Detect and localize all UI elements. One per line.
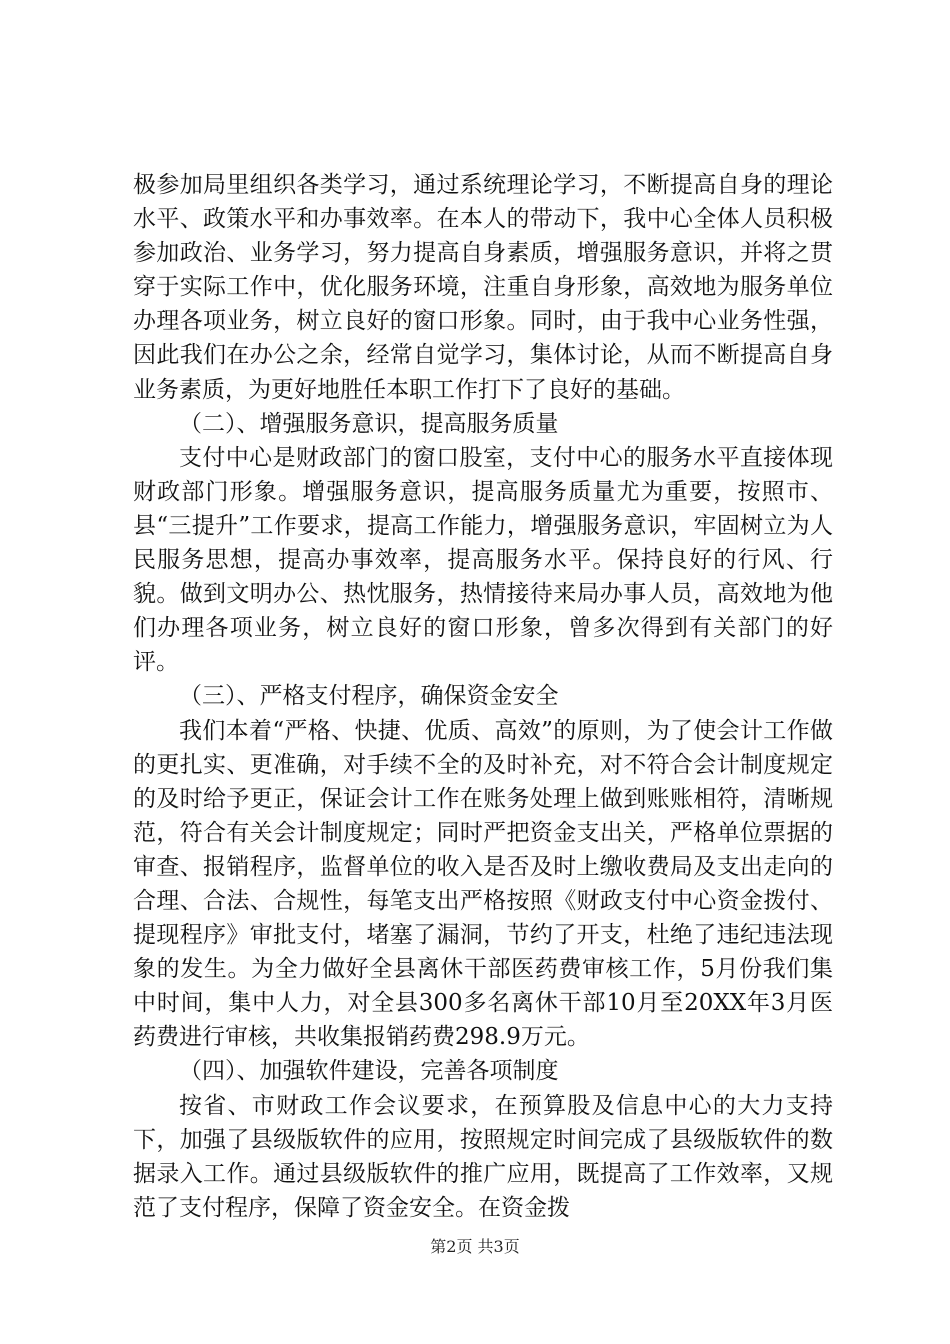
section-heading-3: （三）、严格支付程序，确保资金安全 — [179, 683, 559, 710]
paragraph-continuation: 极参加局里组织各类学习，通过系统理论学习，不断提高自身的理论水平、政策水平和办事效率。在本人的带动下，我中心全体人员积极参加政治、业务学习，努力提高自身素质，增强服务意识，并将之贯穿于实际工作中，优化服务环境，注重自身形象，高效地为服务单位办理各项业务，树立良好的窗口形象。同时，由于我中心业务性强，因此我们在办公之余，经常自觉学习，集体讨论，从而不断提高自身业务素质，为更好地胜任本职工作打下了良好的基础。 — [133, 172, 833, 403]
document-body — [133, 168, 833, 1225]
paragraph-service-quality: 支付中心是财政部门的窗口股室，支付中心的服务水平直接体现财政部门形象。增强服务意识，提高服务质量尤为重要，按照市、县“三提升”工作要求，提高工作能力，增强服务意识，牢固树立为人民服务思想，提高办事效率，提高服务水平。保持良好的行风、行貌。做到文明办公、热忱服务，热情接待来局办事人员，高效地为他们办理各项业务，树立良好的窗口形象，曾多次得到有关部门的好评。 — [133, 444, 833, 676]
page-number-footer: 第2页 共3页 — [430, 1237, 520, 1256]
paragraph-software-building: 按省、市财政工作会议要求，在预算股及信息中心的大力支持下，加强了县级版软件的应用，按照规定时间完成了县级版软件的数据录入工作。通过县级版软件的推广应用，既提高了工作效率，又规范了支付程序，保障了资金安全。在资金拨 — [133, 1092, 833, 1221]
section-heading-4: （四）、加强软件建设，完善各项制度 — [179, 1058, 559, 1085]
paragraph-payment-procedure: 我们本着“严格、快捷、优质、高效”的原则，为了使会计工作做的更扎实、更准确，对手续不全的及时补充，对不符合会计制度规定的及时给予更正，保证会计工作在账务处理上做到账账相符，清晰规范，符合有关会计制度规定；同时严把资金支出关，严格单位票据的审查、报销程序，监督单位的收入是否及时上缴收费局及支出走向的合理、合法、合规性，每笔支出严格按照《财政支付中心资金拨付、提现程序》审批支付，堵塞了漏洞，节约了开支，杜绝了违纪违法现象的发生。为全力做好全县离休干部医药费审核工作，5月份我们集中时间，集中人力，对全县300多名离休干部10月至20XX年3月医药费进行审核，共收集报销药费298.9万元。 — [133, 717, 833, 1051]
section-heading-2: （二）、增强服务意识，提高服务质量 — [179, 410, 559, 437]
